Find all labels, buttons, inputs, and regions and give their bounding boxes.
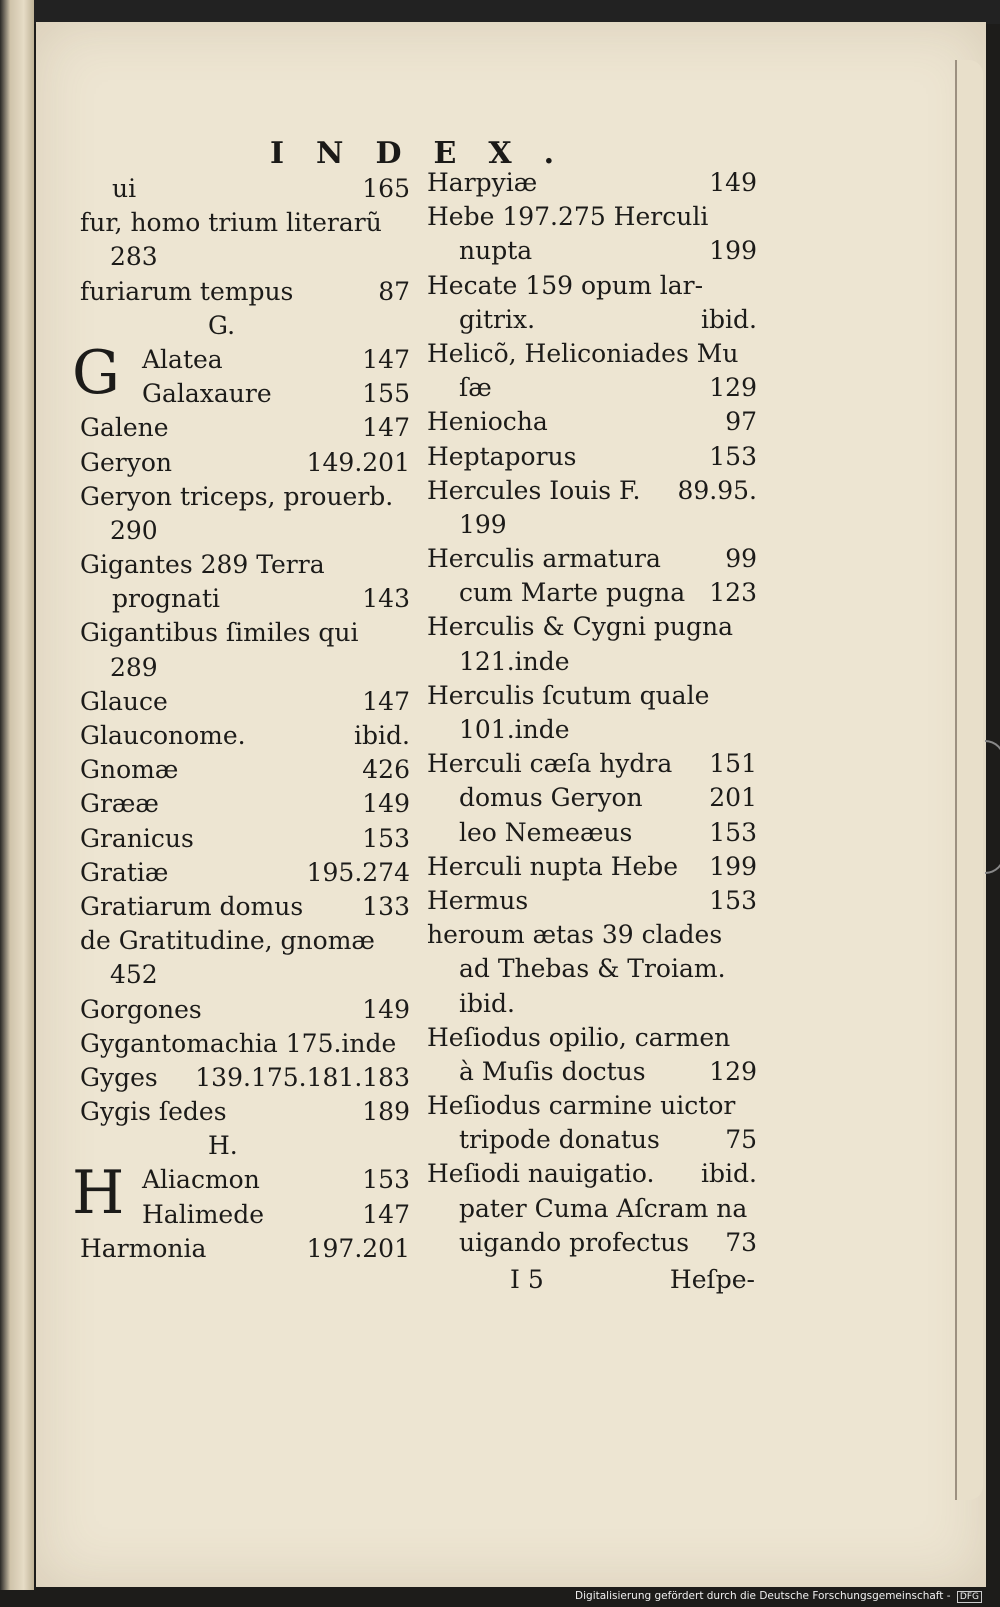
index-entry — [80, 822, 410, 856]
entry-term: 283 — [110, 242, 158, 272]
entry-page-ref: 149 — [709, 168, 757, 197]
index-entry — [427, 884, 757, 918]
entry-page-ref: 189 — [362, 1097, 410, 1127]
entry-term: à Muſis doctus — [459, 1056, 646, 1086]
index-entry — [80, 1129, 410, 1163]
index-entry — [427, 918, 757, 952]
entry-page-ref: 99 — [725, 544, 757, 574]
entry-term: pater Cuma Aſcram na — [459, 1193, 748, 1223]
index-entry — [427, 474, 757, 508]
entry-page-ref: 97 — [725, 407, 757, 437]
index-entry — [427, 166, 757, 200]
entry-term: Herculis & Cygni pugna — [427, 612, 734, 642]
entry-page-ref: 153 — [709, 817, 757, 847]
entry-page-ref: 195.274 — [306, 857, 410, 887]
entry-term: Aliacmon — [142, 1165, 260, 1195]
index-entry — [427, 1021, 757, 1055]
index-entry — [427, 850, 757, 884]
entry-term: Galene — [80, 413, 169, 443]
entry-term: Alatea — [142, 344, 223, 374]
entry-page-ref: ibid. — [354, 721, 410, 750]
index-entry — [80, 206, 410, 240]
signature-mark: I 5 — [510, 1265, 544, 1294]
entry-term: nupta — [459, 236, 533, 266]
entry-page-ref: 151 — [709, 749, 757, 779]
index-entry — [80, 377, 410, 411]
entry-term: Glauconome. — [80, 721, 246, 750]
index-entry — [427, 542, 757, 576]
entry-page-ref: 153 — [709, 885, 757, 915]
entry-page-ref: 75 — [725, 1125, 757, 1155]
index-entry — [80, 993, 410, 1027]
entry-page-ref: 143 — [362, 584, 410, 614]
scan-border-top — [0, 0, 1000, 24]
index-entry — [80, 240, 410, 274]
entry-term: ibid. — [459, 988, 515, 1018]
index-entry — [80, 582, 410, 616]
entry-term: Gigantibus ſimiles qui — [80, 618, 359, 648]
index-entry — [427, 1089, 757, 1123]
entry-page-ref: 153 — [362, 1165, 410, 1195]
entry-term: Geryon — [80, 447, 172, 477]
entry-page-ref: 147 — [362, 686, 410, 716]
entry-page-ref: 129 — [709, 1056, 757, 1086]
index-entry — [427, 234, 757, 268]
index-entry — [80, 514, 410, 548]
entry-term: Glauce — [80, 686, 168, 716]
page-footer — [510, 1265, 755, 1299]
entry-term: 101.inde — [459, 715, 570, 744]
entry-page-ref: 165 — [362, 174, 410, 203]
entry-page-ref: 147 — [362, 344, 410, 374]
entry-page-ref: 201 — [709, 783, 757, 813]
entry-term: Herculi nupta Hebe — [427, 851, 679, 881]
entry-page-ref: 199 — [709, 851, 757, 881]
index-entry — [80, 1095, 410, 1129]
facing-page-edge — [0, 0, 34, 1590]
entry-page-ref: ibid. — [701, 1159, 757, 1189]
entry-term: 290 — [110, 515, 158, 545]
catchword: Heſpe- — [669, 1265, 755, 1294]
entry-term: domus Geryon — [459, 783, 643, 813]
index-entry — [427, 576, 757, 610]
index-entry — [80, 1027, 410, 1061]
index-entry — [427, 781, 757, 815]
entry-term: Halimede — [142, 1199, 264, 1229]
index-entry — [427, 303, 757, 337]
index-entry — [427, 610, 757, 644]
entry-term: 452 — [110, 960, 158, 990]
entry-term: Geryon triceps, prouerb. — [80, 481, 394, 511]
index-column-right — [427, 166, 757, 1260]
entry-term: fur, homo trium literarũ — [80, 208, 382, 238]
index-entry — [427, 679, 757, 713]
index-entry — [80, 924, 410, 958]
entry-term: H. — [208, 1131, 238, 1161]
index-entry — [427, 987, 757, 1021]
entry-term: Heniocha — [427, 407, 548, 437]
entry-page-ref: 149.201 — [306, 447, 410, 477]
index-entry — [427, 952, 757, 986]
entry-term: Granicus — [80, 823, 194, 853]
index-entry — [80, 616, 410, 650]
index-entry — [80, 890, 410, 924]
entry-term: Gorgones — [80, 994, 202, 1024]
entry-term: Hebe 197.275 Herculi — [427, 202, 709, 232]
entry-term: Gigantes 289 Terra — [80, 550, 325, 580]
index-entry — [80, 651, 410, 685]
index-entry — [427, 713, 757, 747]
index-entry — [427, 1226, 757, 1260]
entry-term: Herculis ſcutum quale — [427, 680, 710, 710]
entry-page-ref: 153 — [362, 823, 410, 853]
entry-term: Gnomæ — [80, 755, 179, 785]
entry-page-ref: 133 — [362, 891, 410, 921]
entry-term: prognati — [112, 584, 221, 614]
entry-term: furiarum tempus — [80, 276, 294, 306]
entry-term: Herculi cæſa hydra — [427, 749, 673, 779]
index-entry — [427, 405, 757, 439]
index-entry — [427, 1055, 757, 1089]
page-clip-mark — [985, 740, 1000, 874]
index-entry — [80, 685, 410, 719]
entry-term: 199 — [459, 509, 507, 539]
credit-text: Digitalisierung gefördert durch die Deutsche Forschungsgemeinschaft - — [575, 1590, 951, 1602]
entry-page-ref: 149 — [362, 994, 410, 1024]
entry-term: gitrix. — [459, 304, 536, 334]
index-entry — [80, 1198, 410, 1232]
entry-term: ui — [112, 174, 137, 203]
index-entry — [427, 1157, 757, 1191]
entry-page-ref: 89.95. — [677, 475, 757, 505]
entry-term: cum Marte pugna — [459, 578, 686, 608]
entry-term: Hercules Iouis F. — [427, 475, 641, 505]
entry-term: Helicõ, Heliconiades Mu — [427, 338, 739, 368]
entry-term: Gyges — [80, 1062, 158, 1092]
index-entry — [427, 1123, 757, 1157]
entry-page-ref: 426 — [362, 755, 410, 785]
entry-page-ref: 73 — [725, 1227, 757, 1257]
drop-cap: G — [72, 337, 120, 408]
entry-term: Herculis armatura — [427, 544, 661, 574]
entry-page-ref: 199 — [709, 236, 757, 266]
entry-page-ref: 123 — [709, 578, 757, 608]
index-entry — [427, 200, 757, 234]
entry-term: Grææ — [80, 789, 159, 819]
entry-term: 289 — [110, 652, 158, 682]
entry-page-ref: 139.175.181.183 — [195, 1062, 410, 1092]
index-entry — [80, 411, 410, 445]
index-entry — [80, 309, 410, 343]
index-entry — [80, 1232, 410, 1266]
entry-page-ref: 147 — [362, 1199, 410, 1229]
entry-page-ref: 129 — [709, 373, 757, 403]
index-entry — [80, 787, 410, 821]
index-entry — [80, 446, 410, 480]
index-entry — [427, 440, 757, 474]
entry-term: ſæ — [459, 373, 492, 403]
entry-term: Harmonia — [80, 1233, 207, 1263]
entry-page-ref: 147 — [362, 413, 410, 443]
entry-term: Galaxaure — [142, 379, 272, 409]
entry-term: G. — [208, 310, 236, 340]
entry-term: ad Thebas & Troiam. — [459, 954, 726, 984]
index-entry — [80, 753, 410, 787]
page-edge-shadow — [955, 60, 983, 1500]
index-entry — [80, 958, 410, 992]
entry-term: leo Nemeæus — [459, 817, 633, 847]
entry-term: Gratiarum domus — [80, 891, 304, 921]
index-column-left — [72, 172, 410, 1266]
entry-page-ref: 155 — [362, 379, 410, 409]
entry-term: uigando profectus — [459, 1227, 690, 1257]
entry-term: Gratiæ — [80, 857, 169, 887]
entry-term: heroum ætas 39 clades — [427, 920, 723, 950]
index-entry — [80, 856, 410, 890]
entry-term: Gygantomachia 175.inde — [80, 1028, 397, 1058]
entry-term: Gygis ſedes — [80, 1097, 227, 1127]
index-entry — [80, 719, 410, 753]
index-entry — [427, 747, 757, 781]
entry-term: tripode donatus — [459, 1125, 660, 1155]
index-entry — [427, 371, 757, 405]
entry-page-ref: 87 — [378, 276, 410, 306]
index-entry — [80, 275, 410, 309]
digitization-credit — [571, 1588, 986, 1605]
index-entry — [427, 508, 757, 542]
drop-cap: H — [72, 1158, 125, 1229]
entry-page-ref: 149 — [362, 789, 410, 819]
index-entry — [80, 1061, 410, 1095]
index-entry — [427, 816, 757, 850]
entry-page-ref: 153 — [709, 441, 757, 471]
entry-page-ref: ibid. — [701, 304, 757, 334]
dfg-logo: DFG — [957, 1591, 982, 1603]
entry-term: Hecate 159 opum lar- — [427, 270, 704, 300]
entry-term: 121.inde — [459, 646, 570, 676]
entry-term: Hermus — [427, 885, 529, 915]
index-entry — [80, 548, 410, 582]
index-entry — [80, 172, 410, 206]
index-entry — [427, 337, 757, 371]
entry-term: Heſiodi nauigatio. — [427, 1159, 655, 1189]
page-header: INDEX. — [270, 136, 587, 171]
entry-page-ref: 197.201 — [306, 1233, 410, 1263]
entry-term: Heſiodus opilio, carmen — [427, 1022, 731, 1052]
index-entry — [80, 480, 410, 514]
entry-term: Heptaporus — [427, 441, 577, 471]
entry-term: Harpyiæ — [427, 168, 538, 197]
entry-term: Heſiodus carmine uictor — [427, 1091, 736, 1121]
index-entry — [427, 1192, 757, 1226]
entry-term: de Gratitudine, gnomæ — [80, 926, 375, 956]
index-entry — [427, 269, 757, 303]
index-entry — [427, 645, 757, 679]
